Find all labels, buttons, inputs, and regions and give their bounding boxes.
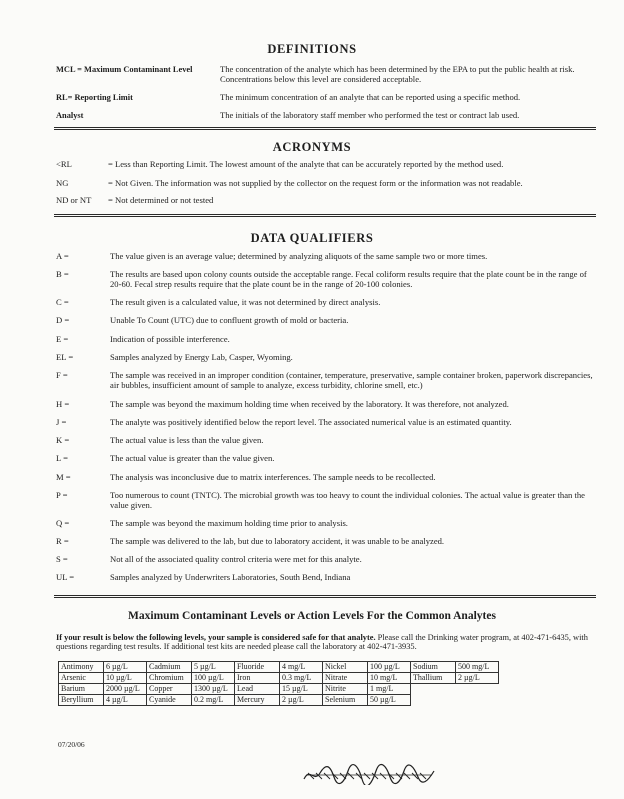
dq-description: The analysis was inconclusive due to matrix interferences. The sample needs to be recollected. [110,472,436,482]
acr-description: = Not Given. The information was not supplied by the collector on the request form or the information was not readable. [108,178,523,188]
acr-term: <RL [56,159,72,169]
analyte-limit: 4 mg/L [280,662,323,673]
dq-description: The actual value is less than the value given. [110,435,264,445]
document-date: 07/20/06 [58,740,85,749]
section-divider [54,127,596,130]
analyte-limit: 100 µg/L [192,673,235,684]
analyte-name: Fluoride [235,662,280,673]
mcl-table [58,661,499,706]
mcl-title: Maximum Contaminant Levels or Action Levels For the Common Analytes [128,610,496,622]
acronyms-title: ACRONYMS [272,140,352,154]
analyte-name: Selenium [323,695,368,706]
dq-description: Unable To Count (UTC) due to confluent growth of mold or bacteria. [110,315,349,325]
mcl-table-row [59,673,499,684]
empty-cell [456,695,499,706]
analyte-limit: 1 mg/L [368,684,411,695]
acr-term: ND or NT [56,195,92,205]
analyte-limit: 4 µg/L [104,695,147,706]
analyte-limit: 2 µg/L [280,695,323,706]
dq-description: The sample was delivered to the lab, but due to laboratory accident, it was unable to be analyzed. [110,536,445,546]
analyte-limit: 0.2 mg/L [192,695,235,706]
dq-term: Q = [56,518,70,528]
analyte-limit: 500 mg/L [456,662,499,673]
analyte-limit: 15 µg/L [280,684,323,695]
analyte-name: Copper [147,684,192,695]
dq-description: The sample was received in an improper condition (container, temperature, preservative, sample container broken, paperwork discrepancies, air bubbles, insufficient amount of sample to analyze, excess turbidity, chlorine smell, etc.) [110,370,593,390]
analyte-limit: 100 µg/L [368,662,411,673]
dq-term: D = [56,315,70,325]
dq-term: K = [56,435,70,445]
dq-description: The sample was beyond the maximum holding time when received by the laboratory. It was therefore, not analyzed. [110,399,509,409]
acr-description: = Less than Reporting Limit. The lowest amount of the analyte that can be accurately reported by the method used. [108,159,504,169]
analyte-limit: 2000 µg/L [104,684,147,695]
analyte-name: Lead [235,684,280,695]
dq-description: Indication of possible interference. [110,334,230,344]
analyte-limit: 5 µg/L [192,662,235,673]
data-qualifiers-title: DATA QUALIFIERS [250,231,374,245]
mcl-intro [56,633,596,652]
def-term: MCL = Maximum Contaminant Level [56,65,193,74]
dq-term: H = [56,399,70,409]
analyte-limit: 1300 µg/L [192,684,235,695]
acr-description: = Not determined or not tested [108,195,214,205]
analyte-name: Barium [59,684,104,695]
dq-description: The actual value is greater than the value given. [110,453,275,463]
dq-description: The results are based upon colony counts outside the acceptable range. Fecal coliform results require that the plate count be in the range of 20-60. Fecal strep results require that the plate count be in the range of 20-100 colonies. [110,269,587,289]
mcl-table-row [59,662,499,673]
def-term: Analyst [56,111,84,120]
mcl-intro-bold: If your result is below the following levels, your sample is considered safe for that analyte. [56,633,376,642]
analyte-limit: 10 mg/L [368,673,411,684]
dq-term: S = [56,554,68,564]
analyte-name: Antimony [59,662,104,673]
dq-description: The value given is an average value; determined by analyzing aliquots of the same sample two or more times. [110,251,488,261]
dq-term: F = [56,370,68,380]
def-term: RL= Reporting Limit [56,93,133,102]
analyte-name: Mercury [235,695,280,706]
analyte-limit: 50 µg/L [368,695,411,706]
mcl-table-row [59,684,499,695]
dq-term: C = [56,297,69,307]
def-description: The minimum concentration of an analyte that can be reported using a specific method. [220,92,521,102]
empty-cell [411,684,456,695]
analyte-name: Sodium [411,662,456,673]
mcl-table-row [59,695,499,706]
analyte-name: Iron [235,673,280,684]
dq-description: Not all of the associated quality control criteria were met for this analyte. [110,554,362,564]
dq-description: The analyte was positively identified below the report level. The associated numerical value is an estimated quantity. [110,417,512,427]
empty-cell [411,695,456,706]
section-divider [54,214,596,217]
analyte-limit: 6 µg/L [104,662,147,673]
dq-term: E = [56,334,69,344]
dq-term: R = [56,536,69,546]
signature-scribble [300,763,440,785]
dq-description: The sample was beyond the maximum holding time prior to analysis. [110,518,348,528]
dq-term: B = [56,269,69,279]
definitions-title: DEFINITIONS [267,42,357,56]
dq-term: L = [56,453,68,463]
empty-cell [456,684,499,695]
dq-term: M = [56,472,71,482]
analyte-name: Cadmium [147,662,192,673]
dq-term: A = [56,251,69,261]
analyte-name: Nitrate [323,673,368,684]
def-description: The initials of the laboratory staff member who performed the test or contract lab used. [220,110,520,120]
analyte-name: Arsenic [59,673,104,684]
dq-description: The result given is a calculated value, it was not determined by direct analysis. [110,297,381,307]
analyte-name: Nickel [323,662,368,673]
dq-term: EL = [56,352,74,362]
dq-term: UL = [56,572,75,582]
dq-term: P = [56,490,68,500]
dq-description: Samples analyzed by Energy Lab, Casper, Wyoming. [110,352,293,362]
def-description: The concentration of the analyte which has been determined by the EPA to put the public health at risk. Concentrations below this level are considered acceptable. [220,64,575,84]
analyte-limit: 10 µg/L [104,673,147,684]
dq-description: Samples analyzed by Underwriters Laboratories, South Bend, Indiana [110,572,351,582]
section-divider [54,595,596,598]
mcl-intro-rest: Please call the Drinking water program, at 402-471-6435, with questions regarding test results. If additional test kits are needed please call the laboratory at 402-471-3935. [56,633,588,652]
analyte-name: Beryllium [59,695,104,706]
analyte-limit: 0.3 mg/L [280,673,323,684]
acr-term: NG [56,178,69,188]
analyte-name: Thallium [411,673,456,684]
dq-description: Too numerous to count (TNTC). The microbial growth was too heavy to count the individual colonies. The actual value is greater than the value given. [110,490,585,510]
analyte-name: Chromium [147,673,192,684]
analyte-name: Nitrite [323,684,368,695]
analyte-name: Cyanide [147,695,192,706]
dq-term: J = [56,417,67,427]
analyte-limit: 2 µg/L [456,673,499,684]
